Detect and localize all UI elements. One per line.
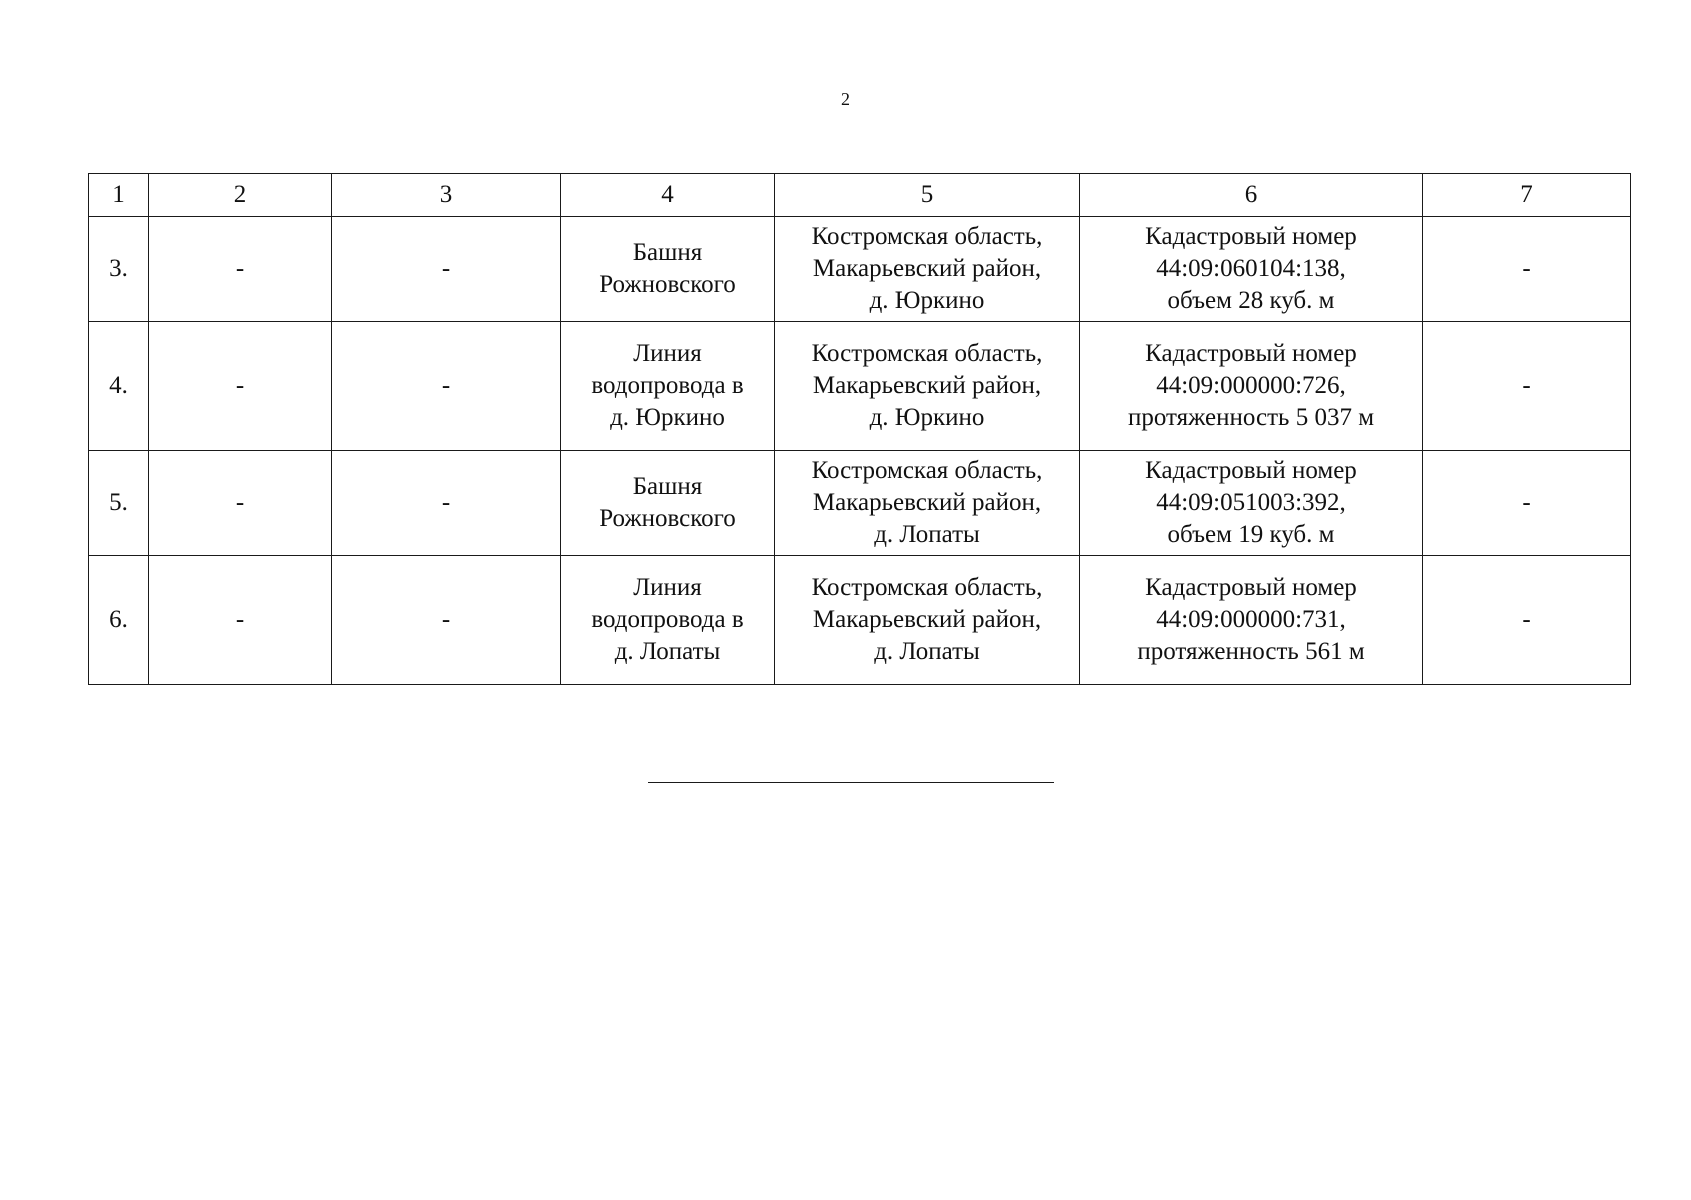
cell-col3: - [332,217,561,322]
cell-col3: - [332,451,561,556]
column-header: 4 [561,174,775,217]
cell-col2: - [149,217,332,322]
text-line: д. Юркино [610,404,725,431]
text-line: объем 19 куб. м [1167,521,1335,548]
text-line: д. Юркино [869,287,985,314]
cell-col7: - [1423,322,1631,451]
text-line: Линия [633,574,702,601]
table-row [89,556,1631,685]
cell-col2: - [149,322,332,451]
object-address [775,322,1080,451]
text-line: д. Юркино [869,404,985,431]
text-line: Макарьевский район, [812,372,1042,399]
text-line: 44:09:000000:726, [1156,372,1346,399]
text-line: Костромская область, [811,340,1043,367]
table-row [89,451,1631,556]
cell-col3: - [332,322,561,451]
cell-col2: - [149,451,332,556]
object-name [561,217,775,322]
text-line: д. Лопаты [614,638,721,665]
row-number: 5. [89,451,149,556]
object-address [775,217,1080,322]
text-line: протяженность 561 м [1137,638,1365,665]
text-line: Башня [632,239,703,266]
text-line: 44:09:000000:731, [1156,606,1346,633]
text-line: Костромская область, [811,223,1043,250]
text-line: Рожновского [599,505,736,532]
cell-col7: - [1423,556,1631,685]
row-number: 6. [89,556,149,685]
cell-col2: - [149,556,332,685]
text-line: водопровода в [591,606,744,633]
text-line: д. Лопаты [874,521,980,548]
object-address [775,556,1080,685]
object-name [561,451,775,556]
text-line: Рожновского [599,271,736,298]
text-line: 44:09:051003:392, [1156,489,1346,516]
text-line: Костромская область, [811,574,1043,601]
text-line: д. Лопаты [874,638,980,665]
text-line: Макарьевский район, [812,606,1042,633]
text-line: Башня [632,473,703,500]
column-header: 1 [89,174,149,217]
text-line: Кадастровый номер [1145,340,1357,367]
object-address [775,451,1080,556]
column-header: 6 [1080,174,1423,217]
text-line: 44:09:060104:138, [1156,255,1346,282]
object-name [561,322,775,451]
object-name [561,556,775,685]
cell-col7: - [1423,217,1631,322]
text-line: Макарьевский район, [812,489,1042,516]
text-line: Кадастровый номер [1145,574,1357,601]
text-line: водопровода в [591,372,744,399]
column-header: 5 [775,174,1080,217]
text-line: протяженность 5 037 м [1127,404,1375,431]
page-number: 2 [841,89,850,109]
text-line: объем 28 куб. м [1167,287,1335,314]
text-line: Макарьевский район, [812,255,1042,282]
property-table [88,173,1631,685]
cell-col3: - [332,556,561,685]
object-details [1080,217,1423,322]
object-details [1080,556,1423,685]
object-details [1080,451,1423,556]
text-line: Костромская область, [811,457,1043,484]
text-line: Линия [633,340,702,367]
object-details [1080,322,1423,451]
table-row [89,322,1631,451]
closing-rule-line [648,782,1054,783]
table-row [89,217,1631,322]
cell-col7: - [1423,451,1631,556]
column-header: 3 [332,174,561,217]
column-header: 7 [1423,174,1631,217]
text-line: Кадастровый номер [1145,223,1357,250]
row-number: 4. [89,322,149,451]
column-header: 2 [149,174,332,217]
row-number: 3. [89,217,149,322]
table-header-row [89,174,1631,217]
text-line: Кадастровый номер [1145,457,1357,484]
